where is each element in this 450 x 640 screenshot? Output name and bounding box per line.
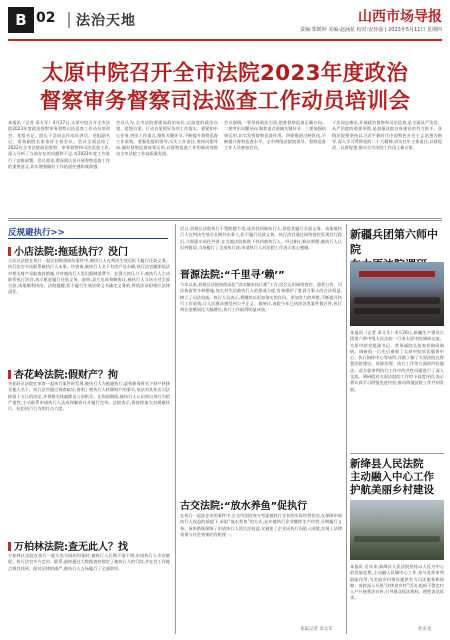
story-5-byline: 本报记者 章太军 bbox=[300, 627, 333, 632]
story-1-title-text: 小店法院:拖延执行？没门 bbox=[14, 247, 128, 258]
column-title-rule bbox=[8, 238, 168, 239]
column-divider-left bbox=[175, 224, 176, 634]
accent-bar bbox=[8, 370, 11, 379]
column-divider-right bbox=[346, 224, 347, 634]
edition-meta: 责编:郑媛婷 美编:赵涵花 校对:安怀强 | 2023年5月11日 星期四 bbox=[300, 27, 442, 33]
story-3-title-text: 万柏林法院:查无此人？找 bbox=[14, 542, 128, 553]
story-7-title bbox=[350, 458, 444, 497]
story-7-byline: 杜卓龙 bbox=[418, 627, 432, 632]
accent-bar bbox=[8, 247, 11, 256]
section-divider-2 bbox=[8, 220, 442, 221]
story-6-title-line-1: 新疆兵团第六师中院 bbox=[350, 228, 438, 256]
page-number: 02 bbox=[36, 10, 56, 26]
masthead-logo: 山西市场导报 bbox=[358, 9, 442, 25]
headline-line-1: 太原中院召开全市法院2023年度政治 bbox=[41, 61, 409, 86]
photo-people-row bbox=[354, 536, 441, 542]
page-header bbox=[8, 4, 442, 38]
page-letter-badge: B bbox=[8, 7, 34, 33]
headline-line-2: 督察审务督察司法巡查工作动员培训会 bbox=[39, 89, 411, 114]
header-rule bbox=[8, 39, 442, 41]
story-7-title-line-3: 护航美丽乡村建设 bbox=[350, 484, 434, 496]
story-2-text: 杏花岭区法院在审查一起执行案件时发现,被执行人为逃避执行,虚构债务将名下财产转移至他人名下。执行法官通过调查取证,查明了被执行人转移财产的事实,依法对其作出司法拘留十五日的决定,并将相关线索移送公安机关。在拘留期间,被执行人认识到自身行为的严重性,主动联系申请执行人达成和解协议并履行完毕。法院表示,将持续加大对规避执行、抗拒执行行为的打击力度。 bbox=[8, 381, 170, 412]
story-4-text: 今年以来,晋源区法院持续深化“切实解决执行难”工作,综合运用网络查控、悬赏公告、司法拘留等多种措施,加大对失信被执行人的惩戒力度,有效维护了胜诉当事人的合法权益,树立了司法权威。执行人员表示,将继续以更加务实的作风、更加有力的举措,不断提升执行工作质效,让人民群众感受到公平正义。据统计,该院今年已执结各类案件数百件,执行到位金额同比大幅增长,执行工作取得明显成效。 bbox=[180, 282, 342, 313]
photo-people-row bbox=[354, 297, 441, 303]
section-title: 法治天地 bbox=[76, 13, 136, 29]
story-2-title bbox=[8, 366, 118, 381]
story-7-title-line-1: 新绛县人民法院 bbox=[350, 458, 424, 470]
courtroom-photo bbox=[350, 262, 444, 326]
middle-top-text: 近日,晋源区法院执行干警跨越千里,成功找到被执行人,督促其履行全部义务。该案被执行人在判决生效后长期外出务工,拒不履行还款义务。执行法官通过网络查控发现其行踪后,立即驱车前往外省,在当地法院协助下找到被执行人。经过耐心释法明理,被执行人认识到错误,当场履行了全部执行款,申请执行人对法院工作表示衷心感谢。 bbox=[180, 226, 342, 250]
accent-bar bbox=[8, 542, 11, 551]
lead-article bbox=[8, 120, 442, 212]
right-divider bbox=[350, 453, 444, 454]
story-7-text: 本报讯 近年来,新绛县人民法院坚持以人民为中心的发展思想,主动融入县域中心工作,充分发挥审判职能作用,为美丽乡村建设提供有力司法服务和保障。该院深入开展“法律进乡村”活动,组织干警走村入户开展普法宣传,引导群众依法维权、理性表达诉求。 bbox=[350, 564, 444, 601]
lead-column-2: 会议认为,全市法院要提高政治站位,以高度的政治自觉、思想自觉、行动自觉抓好各项工作落实。要紧扣中心任务,突出工作重点,聚焦关键环节,不断提升督察巡查工作质效。要强化组织领导,压实工作责任,坚持问题导向,做好督察巡查成果运用,以督察巡查工作的新成效推动全市法院工作高质量发展。 bbox=[116, 120, 218, 157]
story-5-text: 在执行一起涉企业的案件中,古交市法院充分考虑被执行企业的实际经营状况,在保障申请执行人权益的前提下,采取“放水养鱼”的方式,允许被执行企业继续生产经营,分期履行义务。该举措既保障了申请执行人的合法权益,又避免了企业因执行而陷入困境,实现了法律效果与社会效果的有机统一。 bbox=[180, 513, 342, 537]
story-2-title-text: 杏花岭法院:假财产？拘 bbox=[14, 370, 118, 381]
section-divider bbox=[8, 218, 442, 219]
story-6-text: 本报讯（记者 章太军）4月26日,新疆生产建设兵团第六师中级人民法院一行来太原中院调研交流。太原中院党组副书记、常务副院长张家祥陪同调研。调研组一行先后参观了太原中院诉讼服务中心、执行指挥中心等场所,详细了解了太原法院在智慧法院建设、诉源治理、执行工作等方面的经验做法。双方就审判执行工作中的共性问题进行了深入交流。调研组对太原法院的工作给予高度评价,表示将认真学习借鉴先进经验,推动两地法院工作共同发展。 bbox=[350, 330, 444, 392]
lead-column-1: 本报讯（记者 章太军）4月27日,太原中院召开全市法院2023年度政治督察审务督察司法巡查工作动员培训会。党组书记、院长于浩同志作动员讲话。党组副书记、常务副院长张家祥主持会议。会议全面总结了2022年全市法院政治督察、审务督察和司法巡查工作,深入分析了当前存在的问题和不足,对2023年度工作进行了安排部署。会议要求,要深刻认识开展督察巡查工作的重要意义,切实增强做好工作的责任感和使命感。 bbox=[8, 120, 110, 170]
header-divider bbox=[68, 12, 70, 28]
story-4-title: 晋源法院:“千里寻‘赖’” bbox=[180, 270, 285, 281]
photo-banner bbox=[359, 271, 434, 277]
story-3-text: 万柏林区法院在执行一起买卖合同纠纷案时,被执行人长期下落不明,申请执行人多次催促。执行法官多方走访、联系,最终通过大数据查控锁定了被执行人的行踪,并在其工作地点将其找到。面对法律的威严,被执行人当场履行了全部款项。 bbox=[8, 553, 170, 571]
village-photo bbox=[350, 500, 444, 560]
lead-column-3: 会议强调,一要坚持政治引领,把准督察巡查正确方向。二要突出问题导向,聚焦重点领域关键环节。三要加强结果运用,切实发挥督察巡查作用。四要锻造过硬队伍,不断提升督察巡查水平。全市两级法院院领导、督察巡查工作人员参加会议。 bbox=[224, 120, 326, 151]
story-7-title-line-2: 主动融入中心工作 bbox=[350, 471, 434, 483]
story-5-title: 古交法院:“放水养鱼”促执行 bbox=[180, 501, 308, 512]
lead-column-4: 于浩同志指出,开展政治督察和司法巡查,是全面从严治党、从严治院的重要举措,是加强法院自身建设的有力抓手。各级法院要坚持以习近平新时代中国特色社会主义思想为指导,深入学习贯彻党的二十大精神,切实扛牢主体责任,以督促改、以督促建,推动全市法院工作再上新台阶。 bbox=[332, 120, 442, 151]
main-headline bbox=[8, 60, 442, 116]
column-title: 反规避执行>> bbox=[8, 228, 65, 238]
story-1-title bbox=[8, 243, 128, 258]
story-3-title bbox=[8, 538, 128, 553]
story-1-text: 小店区法院在执行一起民间借贷纠纷案件中,被执行人在判决生效后拒不履行还款义务。执行法官多次联系被执行人未果。经查询,被执行人名下有房产及车辆,执行法官随即依法对相关财产采取查封措施,并对被执行人发出限制消费令。在强大的压力下,被执行人主动联系执行法官,表示愿意履行还款义务。最终,双方达成和解协议,被执行人当场支付全部欠款,该案顺利执结。法院提醒,拒不履行生效法律文书确定义务的,将依法承担相应法律责任。 bbox=[8, 258, 170, 295]
photo-people-row bbox=[354, 308, 441, 314]
